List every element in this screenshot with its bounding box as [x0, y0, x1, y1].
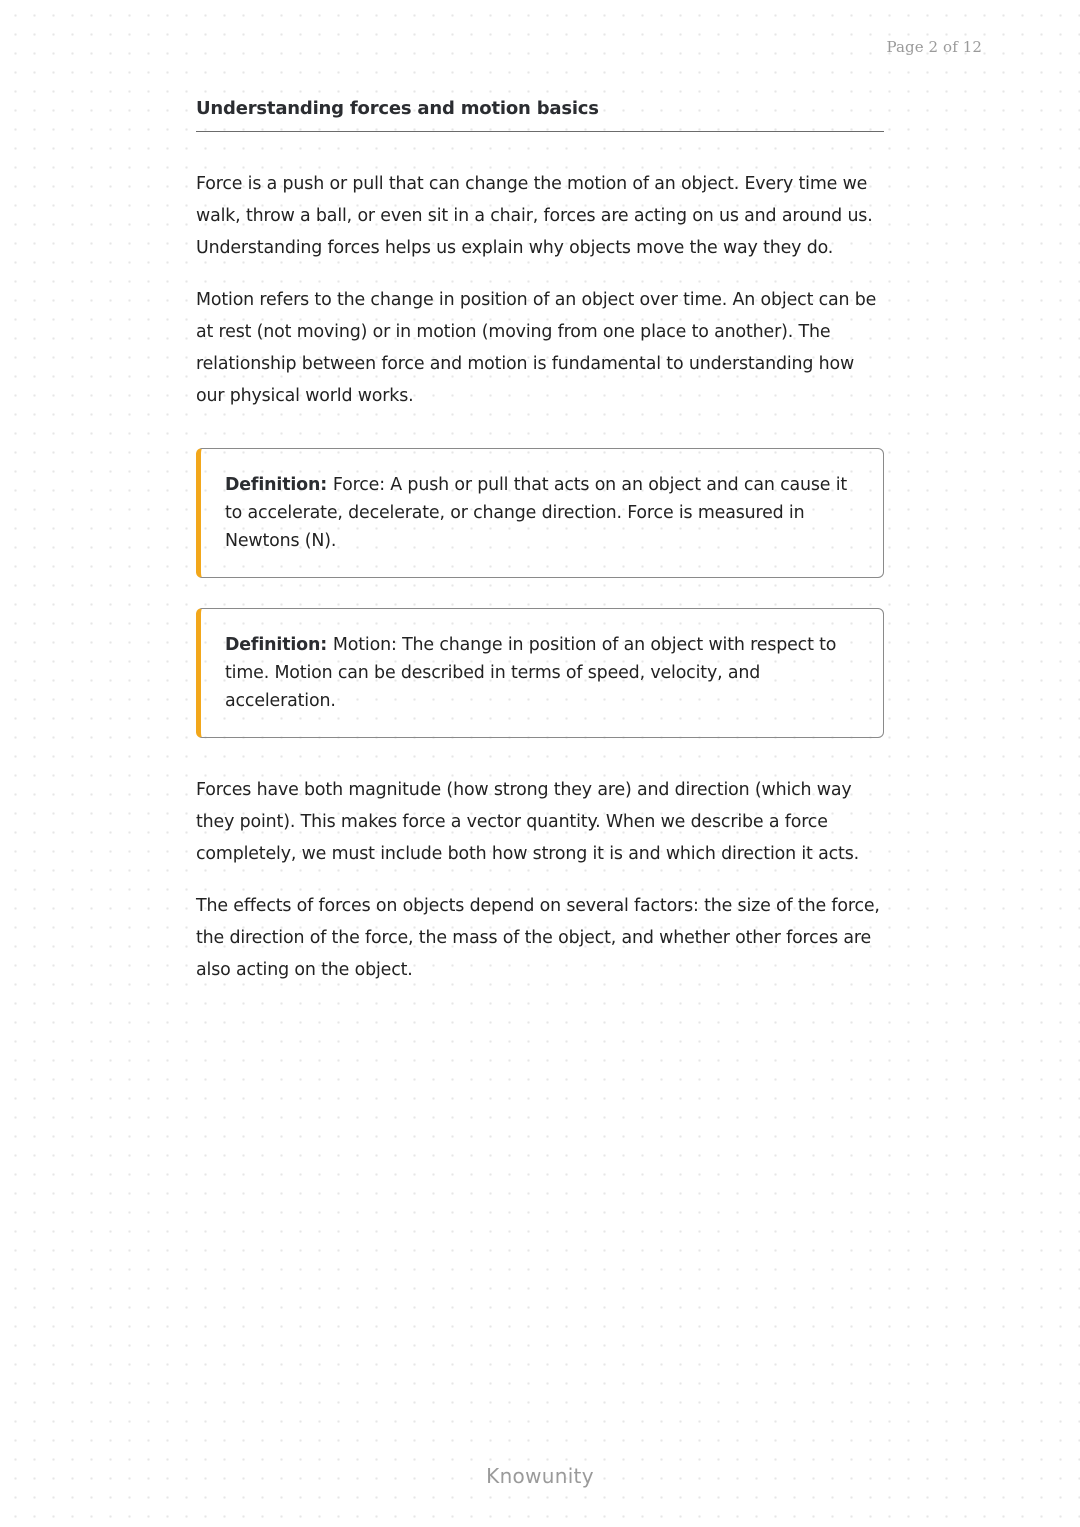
paragraph-vector-quantity: Forces have both magnitude (how strong they are) and direction (which way they point). This makes force a vector quantity. When we describe a force completely, we must include both how strong it is and which direction it acts.	[196, 780, 859, 864]
definition-text: Motion: The change in position of an object with respect to time. Motion can be described in terms of speed, velocity, and acceleration.	[225, 635, 837, 711]
page-indicator: Page 2 of 12	[886, 38, 982, 56]
section-title: Understanding forces and motion basics	[196, 98, 884, 132]
paragraph-force-effects: The effects of forces on objects depend on several factors: the size of the force, the direction of the force, the mass of the object, and whether other forces are also acting on the object.	[196, 896, 880, 980]
definition-text: Force: A push or pull that acts on an object and can cause it to accelerate, decelerate, or change direction. Force is measured in Newtons (N).	[225, 475, 848, 551]
definition-box-force	[196, 448, 884, 578]
paragraph-force-intro: Force is a push or pull that can change the motion of an object. Every time we walk, throw a ball, or even sit in a chair, forces are acting on us and around us. Understanding forces helps us explain why objects move the way they do.	[196, 174, 873, 258]
definition-label: Definition:	[225, 635, 333, 655]
definition-box-motion	[196, 608, 884, 738]
document-content	[196, 98, 884, 1006]
paragraph-motion-intro: Motion refers to the change in position of an object over time. An object can be at rest (not moving) or in motion (moving from one place to another). The relationship between force and motion is fundamental to understanding how our physical world works.	[196, 290, 877, 406]
brand-watermark: Knowunity	[486, 1464, 594, 1488]
definition-label: Definition:	[225, 475, 333, 495]
